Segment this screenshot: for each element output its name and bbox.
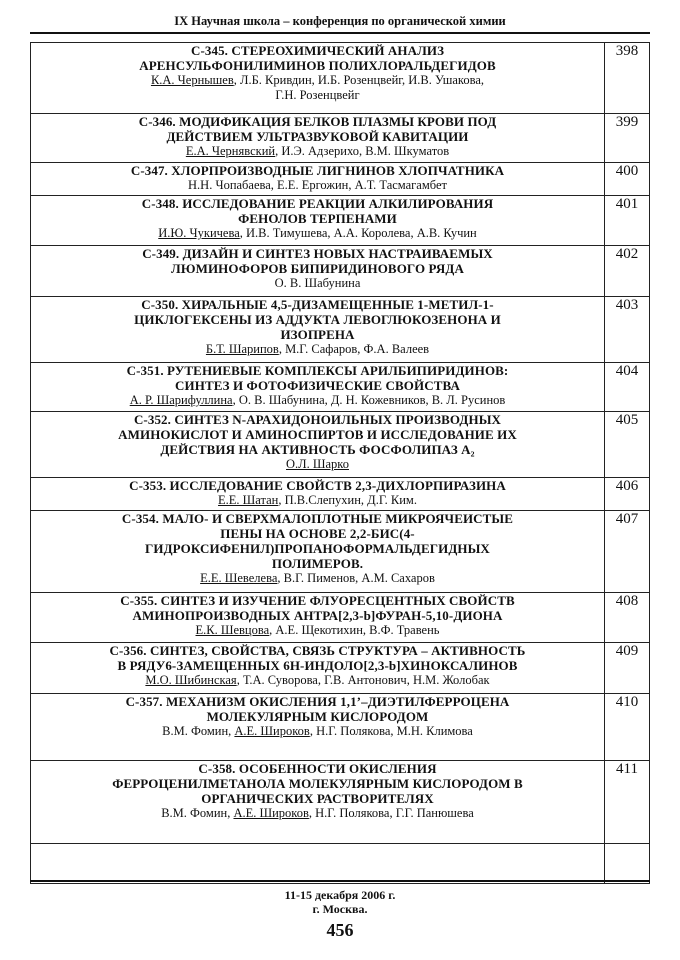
entry-title-line: ДЕЙСТВИЕМ УЛЬТРАЗВУКОВОЙ КАВИТАЦИИ bbox=[166, 129, 469, 144]
entry-page-number: 399 bbox=[605, 114, 650, 163]
toc-entry bbox=[31, 694, 605, 761]
entry-authors bbox=[31, 623, 604, 638]
co-authors: , П.В.Слепухин, Д.Г. Ким. bbox=[278, 493, 417, 507]
toc-entry-row bbox=[31, 412, 650, 478]
toc-entry-row bbox=[31, 761, 650, 844]
presenting-author: Е.К. Шевцова bbox=[195, 623, 270, 637]
toc-entry-row bbox=[31, 246, 650, 297]
co-authors: , Л.Б. Кривдин, И.Б. Розенцвейг, И.В. Ушакова, bbox=[233, 73, 485, 87]
toc-entry bbox=[31, 246, 605, 297]
toc-entry bbox=[31, 297, 605, 363]
toc-entry-row bbox=[31, 593, 650, 643]
empty-row bbox=[31, 844, 650, 884]
entry-title-line: СИНТЕЗ И ФОТОФИЗИЧЕСКИЕ СВОЙСТВА bbox=[175, 378, 460, 393]
toc-entry bbox=[31, 511, 605, 593]
toc-entry bbox=[31, 761, 605, 844]
contents-table bbox=[30, 42, 650, 884]
toc-entry bbox=[31, 643, 605, 694]
entry-page-number: 410 bbox=[605, 694, 650, 761]
entry-title-line: С-356. СИНТЕЗ, СВОЙСТВА, СВЯЗЬ СТРУКТУРА – АКТИВНОСТЬ bbox=[109, 643, 526, 658]
entry-page-number: 400 bbox=[605, 163, 650, 196]
entry-title-line: ДЕЙСТВИЯ НА АКТИВНОСТЬ ФОСФОЛИПАЗ А₂ bbox=[160, 442, 475, 457]
entry-title-line: ГИДРОКСИФЕНИЛ)ПРОПАНОФОРМАЛЬДЕГИДНЫХ bbox=[145, 541, 490, 556]
toc-entry-row bbox=[31, 478, 650, 511]
co-authors: О. В. Шабунина bbox=[274, 276, 361, 290]
entry-title-line: С-351. РУТЕНИЕВЫЕ КОМПЛЕКСЫ АРИЛБИПИРИДИНОВ: bbox=[126, 363, 509, 378]
co-authors: В.М. Фомин, bbox=[161, 806, 234, 820]
entry-page-number: 405 bbox=[605, 412, 650, 478]
co-authors: , О. В. Шабунина, Д. Н. Кожевников, В. Л. Русинов bbox=[232, 393, 506, 407]
entry-page-number: 409 bbox=[605, 643, 650, 694]
entry-title-line: С-349. ДИЗАЙН И СИНТЕЗ НОВЫХ НАСТРАИВАЕМЫХ bbox=[142, 246, 493, 261]
entry-page-number: 411 bbox=[605, 761, 650, 844]
entry-authors bbox=[31, 393, 604, 408]
page-footer bbox=[30, 880, 650, 941]
conference-dates: 11-15 декабря 2006 г. bbox=[284, 888, 396, 902]
toc-entry-row bbox=[31, 363, 650, 412]
entry-page-number: 407 bbox=[605, 511, 650, 593]
co-authors: Н.Н. Чопабаева, Е.Е. Ергожин, А.Т. Тасмагамбет bbox=[188, 178, 447, 192]
entry-authors bbox=[31, 673, 604, 688]
co-authors: , В.Г. Пименов, А.М. Сахаров bbox=[277, 571, 435, 585]
entry-title-line: ОРГАНИЧЕСКИХ РАСТВОРИТЕЛЯХ bbox=[201, 791, 434, 806]
entry-page-number: 404 bbox=[605, 363, 650, 412]
entry-title-line: С-350. ХИРАЛЬНЫЕ 4,5-ДИЗАМЕЩЕННЫЕ 1-МЕТИЛ-1- bbox=[141, 297, 494, 312]
toc-entry bbox=[31, 114, 605, 163]
presenting-author: А. Р. Шарифуллина bbox=[129, 393, 233, 407]
entry-page-number: 403 bbox=[605, 297, 650, 363]
entry-title-line: С-348. ИССЛЕДОВАНИЕ РЕАКЦИИ АЛКИЛИРОВАНИЯ bbox=[141, 196, 494, 211]
entry-authors bbox=[31, 457, 604, 472]
entry-authors bbox=[31, 571, 604, 586]
co-authors: , Т.А. Суворова, Г.В. Антонович, Н.М. Жолобак bbox=[236, 673, 490, 687]
entry-authors bbox=[31, 276, 604, 291]
toc-entry bbox=[31, 363, 605, 412]
toc-entry bbox=[31, 593, 605, 643]
toc-entry bbox=[31, 43, 605, 114]
entry-title-line: ИЗОПРЕНА bbox=[280, 327, 355, 342]
entry-title-line: ПОЛИМЕРОВ. bbox=[271, 556, 364, 571]
contents-table-body bbox=[31, 43, 650, 884]
co-authors: Г.Н. Розенцвейг bbox=[275, 88, 360, 102]
entry-title-line: АМИНОКИСЛОТ И АМИНОСПИРТОВ И ИССЛЕДОВАНИЕ ИХ bbox=[118, 427, 517, 442]
entry-authors bbox=[31, 342, 604, 357]
entry-title-line: АРЕНСУЛЬФОНИЛИМИНОВ ПОЛИХЛОРАЛЬДЕГИДОВ bbox=[139, 58, 496, 73]
co-authors: В.М. Фомин, bbox=[162, 724, 235, 738]
entry-title-line: МОЛЕКУЛЯРНЫМ КИСЛОРОДОМ bbox=[206, 709, 429, 724]
entry-title-line: С-347. ХЛОРПРОИЗВОДНЫЕ ЛИГНИНОВ ХЛОПЧАТНИКА bbox=[130, 163, 505, 178]
entry-authors bbox=[31, 226, 604, 241]
running-header: IX Научная школа – конференция по органической химии bbox=[30, 14, 650, 34]
co-authors: , И.Э. Адзерихо, В.М. Шкуматов bbox=[275, 144, 450, 158]
toc-entry-row bbox=[31, 511, 650, 593]
entry-title-line: С-346. МОДИФИКАЦИЯ БЕЛКОВ ПЛАЗМЫ КРОВИ ПОД bbox=[138, 114, 497, 129]
entry-authors bbox=[31, 73, 604, 88]
entry-page-number: 398 bbox=[605, 43, 650, 114]
co-authors: , М.Г. Сафаров, Ф.А. Валеев bbox=[278, 342, 430, 356]
entry-authors bbox=[31, 178, 604, 193]
entry-authors bbox=[31, 144, 604, 159]
entry-authors bbox=[31, 493, 604, 508]
toc-entry-row bbox=[31, 43, 650, 114]
entry-page-number: 402 bbox=[605, 246, 650, 297]
entry-title-line: ЛЮМИНОФОРОВ БИПИРИДИНОВОГО РЯДА bbox=[171, 261, 464, 276]
co-authors: , Н.Г. Полякова, М.Н. Климова bbox=[309, 724, 473, 738]
presenting-author: Е.Е. Шатан bbox=[218, 493, 279, 507]
entry-title-line: ЦИКЛОГЕКСЕНЫ ИЗ АДДУКТА ЛЕВОГЛЮКОЗЕНОНА И bbox=[134, 312, 501, 327]
presenting-author: И.Ю. Чукичева bbox=[158, 226, 240, 240]
page-number: 456 bbox=[326, 920, 354, 940]
entry-title-line: С-352. СИНТЕЗ N-АРАХИДОНОИЛЬНЫХ ПРОИЗВОДНЫХ bbox=[133, 412, 502, 427]
entry-authors bbox=[31, 724, 604, 739]
toc-entry-row bbox=[31, 643, 650, 694]
presenting-author: Б.Т. Шарипов bbox=[205, 342, 279, 356]
entry-title-line: С-354. МАЛО- И СВЕРХМАЛОПЛОТНЫЕ МИКРОЯЧЕИСТЫЕ bbox=[121, 511, 514, 526]
entry-page-number: 401 bbox=[605, 196, 650, 246]
presenting-author: Е.А. Чернявский bbox=[185, 144, 276, 158]
entry-title-line: С-353. ИССЛЕДОВАНИЕ СВОЙСТВ 2,3-ДИХЛОРПИРАЗИНА bbox=[129, 478, 506, 493]
entry-title-line: ФЕНОЛОВ ТЕРПЕНАМИ bbox=[238, 211, 397, 226]
presenting-author: О.Л. Шарко bbox=[286, 457, 349, 471]
co-authors: , И.В. Тимушева, А.А. Королева, А.В. Кучин bbox=[239, 226, 477, 240]
entry-title-line: С-355. СИНТЕЗ И ИЗУЧЕНИЕ ФЛУОРЕСЦЕНТНЫХ СВОЙСТВ bbox=[120, 593, 515, 608]
entry-title-line: С-345. СТЕРЕОХИМИЧЕСКИЙ АНАЛИЗ bbox=[190, 43, 445, 58]
presenting-author: А.Е. Широков bbox=[233, 806, 309, 820]
presenting-author: А.Е. Широков bbox=[234, 724, 310, 738]
conference-city: г. Москва. bbox=[312, 902, 368, 916]
entry-page-number: 408 bbox=[605, 593, 650, 643]
presenting-author: Е.Е. Шевелева bbox=[200, 571, 278, 585]
toc-entry bbox=[31, 196, 605, 246]
entry-page-number: 406 bbox=[605, 478, 650, 511]
toc-entry-row bbox=[31, 196, 650, 246]
toc-entry bbox=[31, 412, 605, 478]
toc-entry bbox=[31, 163, 605, 196]
presenting-author: М.О. Шибинская bbox=[145, 673, 237, 687]
entry-title-line: С-358. ОСОБЕННОСТИ ОКИСЛЕНИЯ bbox=[198, 761, 437, 776]
toc-entry bbox=[31, 478, 605, 511]
entry-authors bbox=[31, 806, 604, 821]
entry-title-line: АМИНОПРОИЗВОДНЫХ АНТРА[2,3-b]ФУРАН-5,10-ДИОНА bbox=[132, 608, 503, 623]
entry-authors bbox=[31, 88, 604, 103]
entry-title-line: В РЯДУ6-ЗАМЕЩЕННЫХ 6H-ИНДОЛО[2,3-b]ХИНОКСАЛИНОВ bbox=[117, 658, 518, 673]
empty-page-cell bbox=[605, 844, 650, 884]
co-authors: , А.Е. Щекотихин, В.Ф. Травень bbox=[269, 623, 440, 637]
co-authors: , Н.Г. Полякова, Г.Г. Панюшева bbox=[308, 806, 474, 820]
toc-entry-row bbox=[31, 163, 650, 196]
presenting-author: К.А. Чернышев bbox=[150, 73, 234, 87]
entry-title-line: С-357. МЕХАНИЗМ ОКИСЛЕНИЯ 1,1’–ДИЭТИЛФЕРРОЦЕНА bbox=[125, 694, 510, 709]
empty-entry-cell bbox=[31, 844, 605, 884]
entry-title-line: ФЕРРОЦЕНИЛМЕТАНОЛА МОЛЕКУЛЯРНЫМ КИСЛОРОДОМ В bbox=[112, 776, 523, 791]
toc-entry-row bbox=[31, 297, 650, 363]
toc-entry-row bbox=[31, 114, 650, 163]
toc-entry-row bbox=[31, 694, 650, 761]
entry-title-line: ПЕНЫ НА ОСНОВЕ 2,2-БИС(4- bbox=[220, 526, 415, 541]
